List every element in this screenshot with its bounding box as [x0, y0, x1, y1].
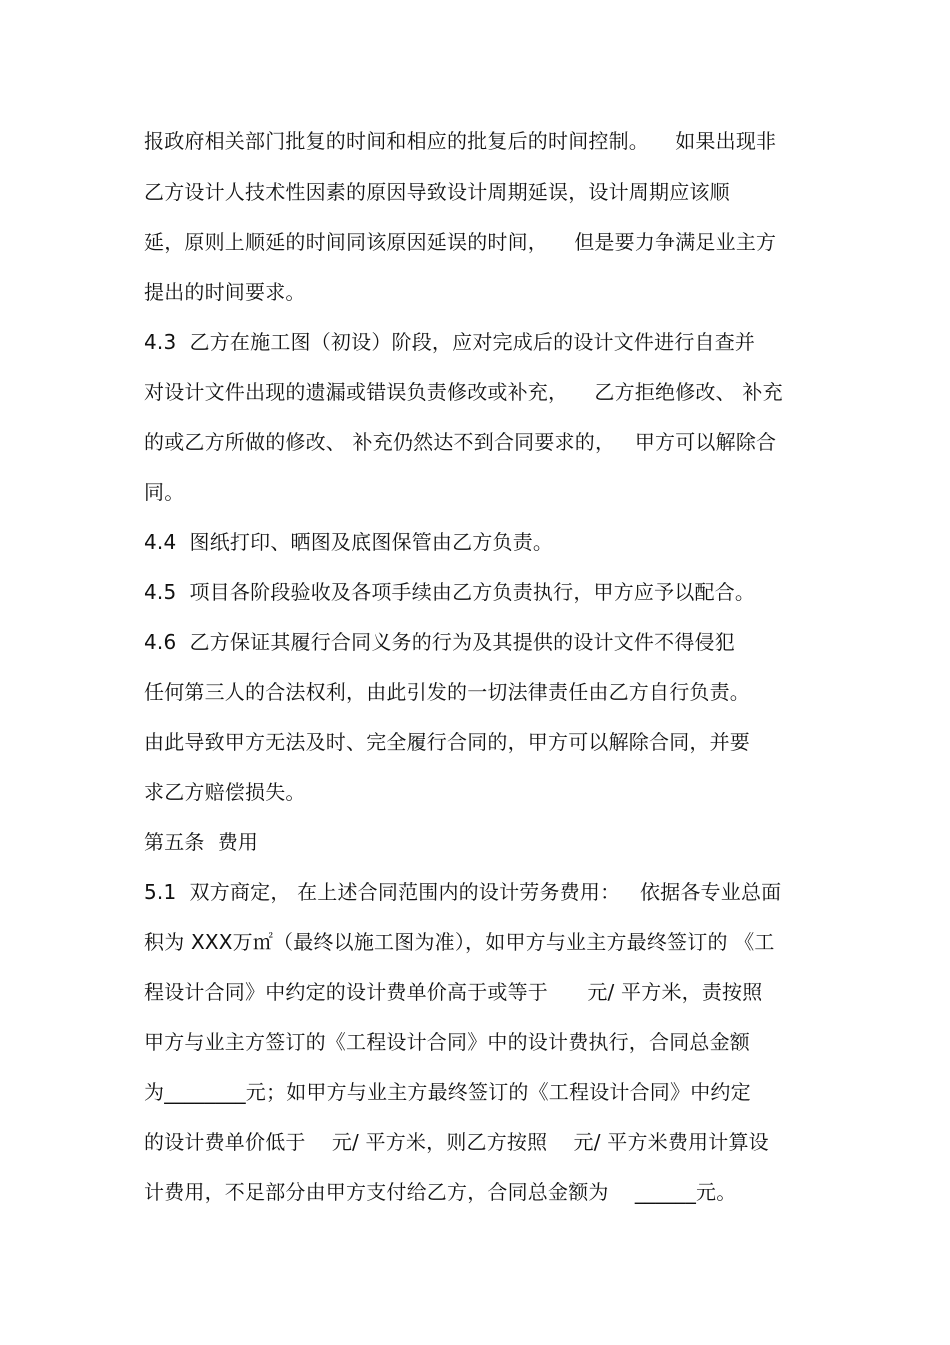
text-line: 为________元；如甲方与业主方最终签订的《工程设计合同》中约定 — [144, 1080, 751, 1104]
text-line: 计费用，不足部分由甲方支付给乙方，合同总金额为 ______元。 — [144, 1180, 737, 1204]
text-line: 乙方设计人技术性因素的原因导致设计周期延误，设计周期应该顺 — [144, 180, 730, 204]
clause-4-4-line: 4.4 图纸打印、晒图及底图保管由乙方负责。 — [144, 530, 554, 554]
text-line: 的设计费单价低于 元/ 平方米，则乙方按照 元/ 平方米费用计算设 — [144, 1130, 769, 1154]
section-heading: 第五条 费用 — [144, 830, 259, 854]
text-line: 的或乙方所做的修改、 补充仍然达不到合同要求的， 甲方可以解除合 — [144, 430, 777, 454]
clause-5-1-line: 5.1 双方商定， 在上述合同范围内的设计劳务费用： 依据各专业总面 — [144, 880, 782, 904]
clause-4-3-line: 4.3 乙方在施工图（初设）阶段，应对完成后的设计文件进行自查并 — [144, 330, 756, 354]
text-line: 程设计合同》中约定的设计费单价高于或等于 元/ 平方米，责按照 — [144, 980, 763, 1004]
clause-4-6-line: 4.6 乙方保证其履行合同义务的行为及其提供的设计文件不得侵犯 — [144, 630, 735, 654]
text-line: 积为 XXX万㎡（最终以施工图为准），如甲方与业主方最终签订的 《工 — [144, 930, 775, 954]
text-line: 同。 — [144, 480, 185, 504]
text-line: 由此导致甲方无法及时、完全履行合同的，甲方可以解除合同，并要 — [144, 730, 750, 754]
clause-4-5-line: 4.5 项目各阶段验收及各项手续由乙方负责执行，甲方应予以配合。 — [144, 580, 756, 604]
text-line: 甲方与业主方签订的《工程设计合同》中的设计费执行，合同总金额 — [144, 1030, 750, 1054]
text-line: 任何第三人的合法权利，由此引发的一切法律责任由乙方自行负责。 — [144, 680, 750, 704]
text-line: 求乙方赔偿损失。 — [144, 780, 306, 804]
text-line: 延，原则上顺延的时间同该原因延误的时间， 但是要力争满足业主方 — [144, 230, 777, 254]
text-line: 对设计文件出现的遗漏或错误负责修改或补充， 乙方拒绝修改、 补充 — [144, 380, 783, 404]
text-line: 报政府相关部门批复的时间和相应的批复后的时间控制。 如果出现非 — [144, 129, 777, 153]
text-line: 提出的时间要求。 — [144, 280, 306, 304]
